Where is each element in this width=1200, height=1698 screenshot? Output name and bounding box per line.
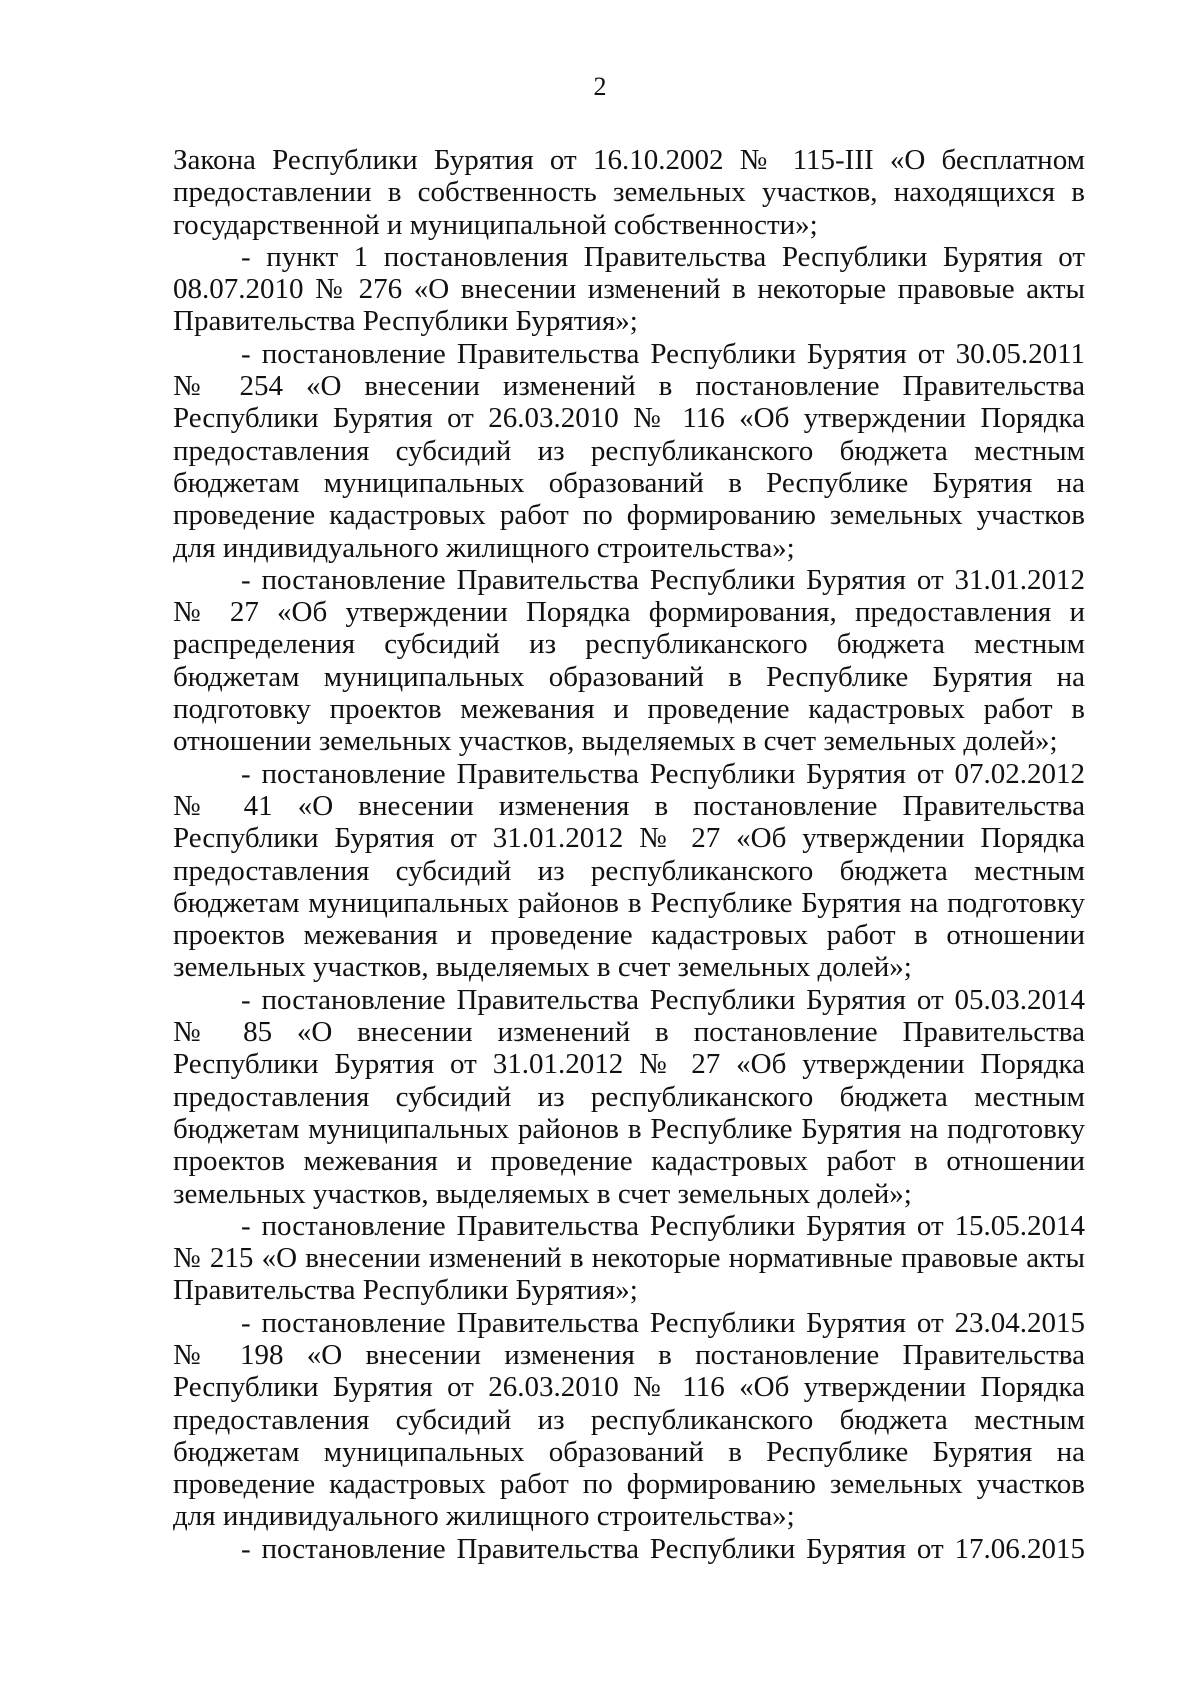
list-item-paragraph: - постановление Правительства Республики Бурятия от 05.03.2014 № 85 «О внесении изменений в постановление Правительства Республики Бурятия от 31.01.2012 № 27 «Об утверждении Порядка предоставления субсидий из республиканского бюджета местным бюджетам муниципальных районов в Республике Бурятия на подготовку проектов межевания и проведение кадастровых работ в отношении земельных участков, выделяемых в счет земельных долей»;	[173, 983, 1085, 1210]
list-item-paragraph: - постановление Правительства Республики Бурятия от 31.01.2012 № 27 «Об утверждении Порядка формирования, предоставления и распределения субсидий из республиканского бюджета местным бюджетам муниципальных образований в Республике Бурятия на подготовку проектов межевания и проведение кадастровых работ в отношении земельных участков, выделяемых в счет земельных долей»;	[173, 563, 1085, 758]
list-item-paragraph: - постановление Правительства Республики Бурятия от 23.04.2015 № 198 «О внесении изменения в постановление Правительства Республики Бурятия от 26.03.2010 № 116 «Об утверждении Порядка предоставления субсидий из республиканского бюджета местным бюджетам муниципальных образований в Республике Бурятия на проведение кадастровых работ по формированию земельных участков для индивидуального жилищного строительства»;	[173, 1306, 1085, 1533]
document-body	[173, 144, 1085, 1565]
paragraph-continuation: Закона Республики Бурятия от 16.10.2002 № 115-III «О бесплатном предоставлении в собственность земельных участков, находящихся в государственной и муниципальной собственности»;	[173, 144, 1085, 241]
list-item-paragraph-truncated: - постановление Правительства Республики Бурятия от 17.06.2015	[241, 1532, 1085, 1565]
list-item-paragraph: - постановление Правительства Республики Бурятия от 07.02.2012 № 41 «О внесении изменения в постановление Правительства Республики Бурятия от 31.01.2012 № 27 «Об утверждении Порядка предоставления субсидий из республиканского бюджета местным бюджетам муниципальных районов в Республике Бурятия на подготовку проектов межевания и проведение кадастровых работ в отношении земельных участков, выделяемых в счет земельных долей»;	[173, 757, 1085, 984]
list-item-paragraph: - пункт 1 постановления Правительства Республики Бурятия от 08.07.2010 № 276 «О внесении изменений в некоторые правовые акты Правительства Республики Бурятия»;	[173, 240, 1085, 338]
list-item-paragraph: - постановление Правительства Республики Бурятия от 30.05.2011 № 254 «О внесении изменений в постановление Правительства Республики Бурятия от 26.03.2010 № 116 «Об утверждении Порядка предоставления субсидий из республиканского бюджета местным бюджетам муниципальных образований в Республике Бурятия на проведение кадастровых работ по формированию земельных участков для индивидуального жилищного строительства»;	[173, 337, 1085, 564]
page-number: 2	[593, 72, 607, 101]
list-item-paragraph: - постановление Правительства Республики Бурятия от 15.05.2014 № 215 «О внесении изменений в некоторые нормативные правовые акты Правительства Республики Бурятия»;	[173, 1209, 1085, 1307]
